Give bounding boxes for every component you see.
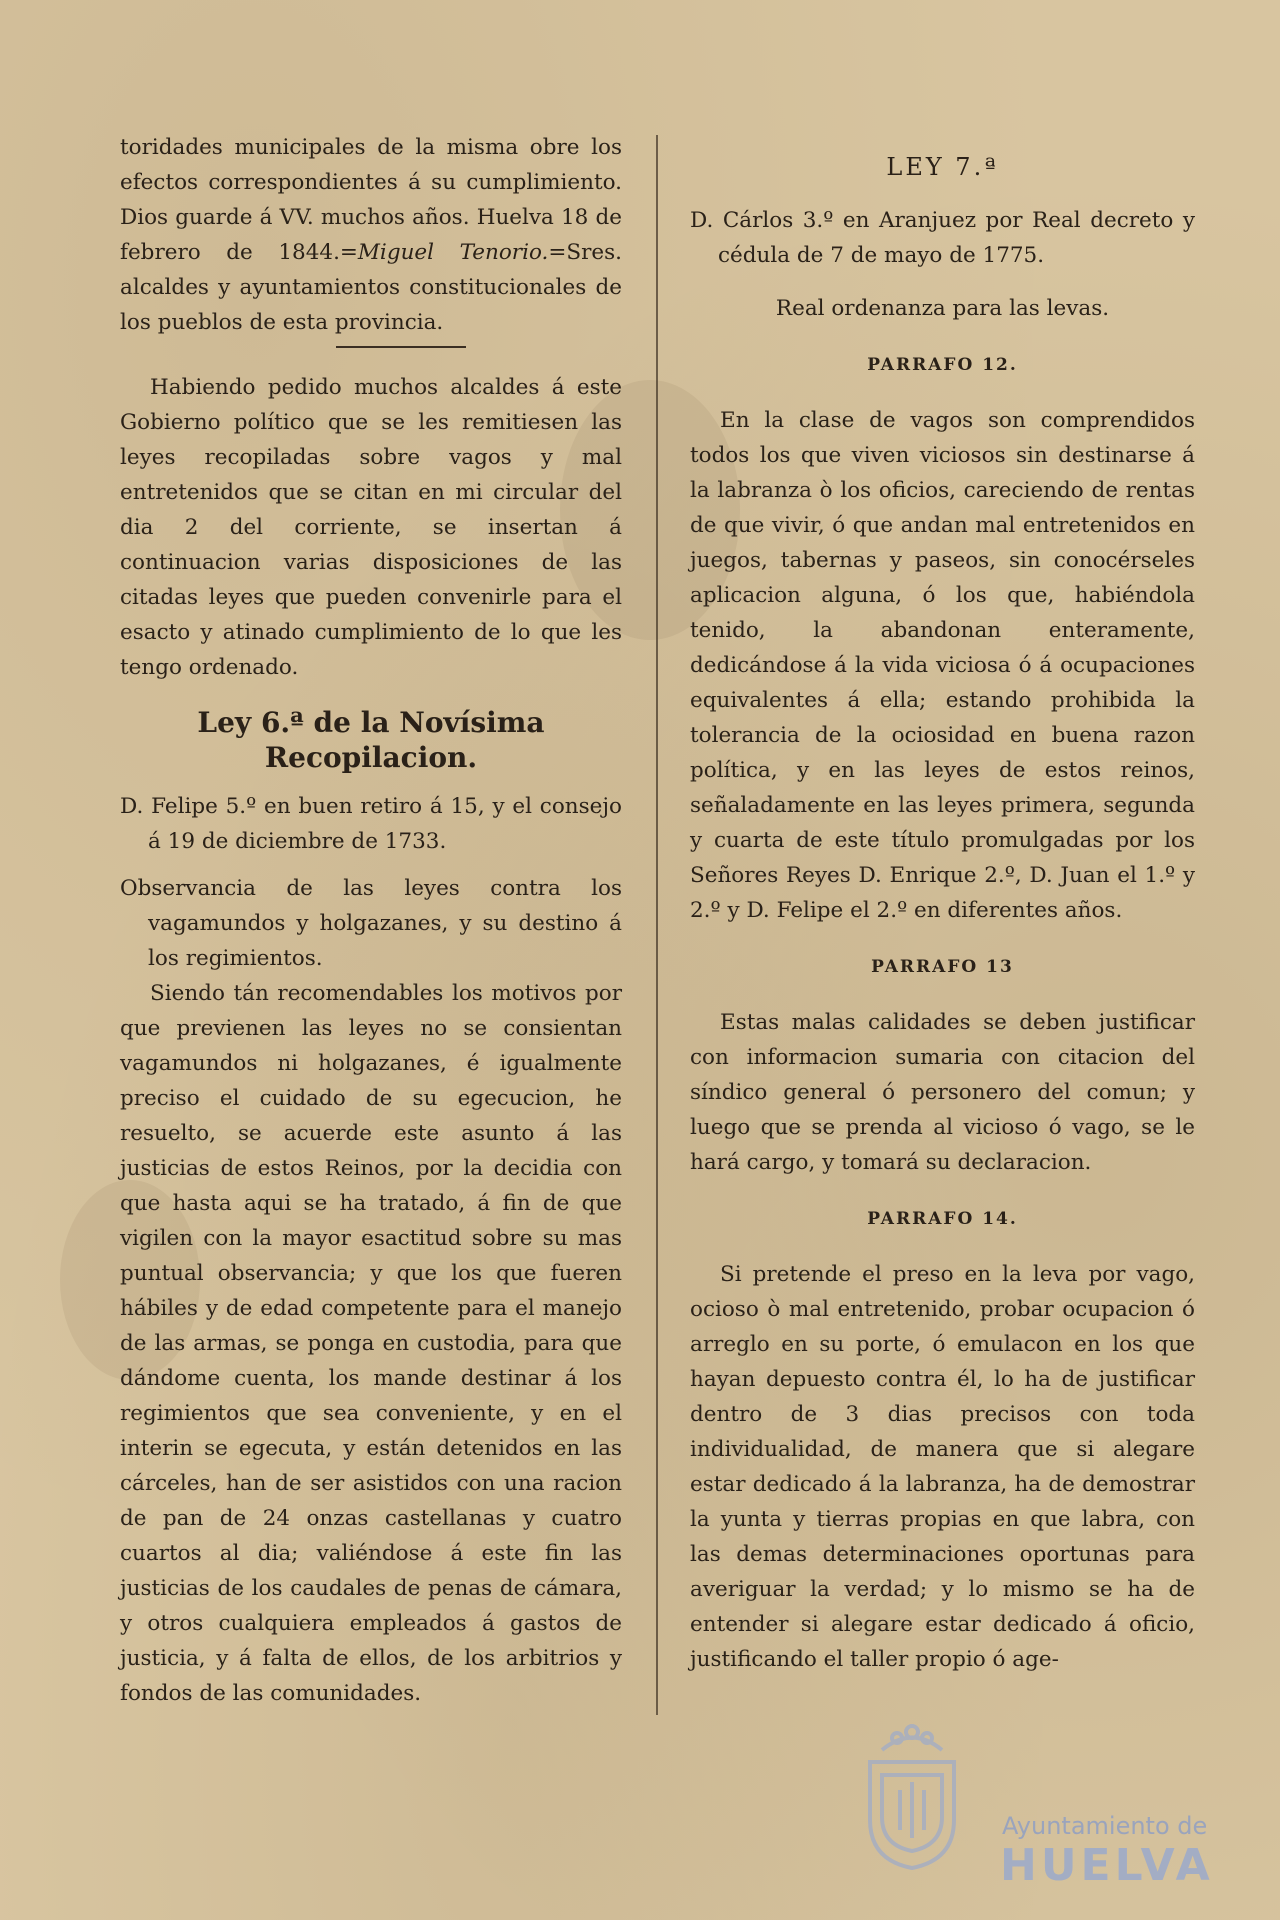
- section-12-text: En la clase de vagos son comprendidos todos los que viven viciosos sin destinarse á la labranza ò los oficios, careciendo de rentas de que vivir, ó que andan mal entretenidos en juegos, tabernas y paseos, sin conocérseles aplicacion alguna, ó los que, habiéndola tenido, la abandonan enteramente, dedicándose á la vida viciosa ó á ocupaciones equivalentes á ella; estando prohibida la tolerancia de la ociosidad en buena razon política, y en las leyes de estos reinos, señaladamente en las leyes primera, segunda y cuarta de este título promulgadas por los Señores Reyes D. Enrique 2.º, D. Juan el 1.º y 2.º y D. Felipe el 2.º en diferentes años.: [690, 408, 1195, 923]
- intro-paragraph: Habiendo pedido muchos alcaldes á este Gobierno político que se les remitiesen las leyes recopiladas sobre vagos y mal entretenidos que se citan en mi circular del dia 2 del corriente, se insertan á continuacion varias disposiciones de las citadas leyes que pueden convenirle para el esacto y atinado cumplimiento de lo que les tengo ordenado.: [120, 375, 622, 680]
- section-14-text: Si pretende el preso en la leva por vago, ocioso ò mal entretenido, probar ocupacion ó arreglo en su porte, ó emulacon en los que hayan depuesto contra él, lo ha de justificar dentro de 3 dias precisos con toda individualidad, de manera que si alegare estar dedicado á la labranza, ha de demostrar la yunta y tierras propias en que labra, con las demas determinaciones oportunas para averiguar la verdad; y lo mismo se ha de entender si alegare estar dedicado á oficio, justificando el taller propio ó age-: [690, 1262, 1195, 1672]
- law-7-subtitle: Real ordenanza para las levas.: [775, 296, 1110, 321]
- closing-paragraph: [120, 130, 622, 340]
- section-12-heading: PARRAFO 12.: [867, 355, 1018, 375]
- section-14-heading: PARRAFO 14.: [867, 1209, 1018, 1229]
- law-7-title: LEY 7.ª: [886, 153, 999, 181]
- watermark-line1: Ayuntamiento de: [1002, 1812, 1208, 1840]
- city-shield-icon: [862, 1720, 962, 1870]
- closing-addressees: =Sres. alcaldes y ayuntamientos constitucionales de los pueblos de esta provincia.: [120, 240, 622, 335]
- right-column: [690, 150, 1195, 1677]
- closing-text: toridades municipales de la misma obre los efectos correspondientes á su cumplimiento. Dios guarde á VV. muchos años. Huelva 18 de febrero de 1844.=: [120, 135, 622, 265]
- signature: Miguel Tenorio.: [357, 240, 549, 265]
- watermark-logo: [862, 1720, 1222, 1890]
- section-13-heading: PARRAFO 13: [871, 957, 1014, 977]
- law-6-title: Ley 6.ª de la Novísima Recopilacion.: [197, 706, 545, 774]
- separator-rule: [336, 346, 466, 348]
- watermark-line2: HUELVA: [1000, 1840, 1214, 1891]
- law-6-decree: D. Felipe 5.º en buen retiro á 15, y el consejo á 19 de diciembre de 1733.: [120, 794, 622, 854]
- law-7-decree: D. Cárlos 3.º en Aranjuez por Real decreto y cédula de 7 de mayo de 1775.: [690, 208, 1195, 268]
- column-divider: [656, 135, 658, 1715]
- section-13-text: Estas malas calidades se deben justificar con informacion sumaria con citacion del síndico general ó personero del comun; y luego que se prenda al vicioso ó vago, se le hará cargo, y tomará su declaracion.: [690, 1010, 1195, 1175]
- left-column: [120, 130, 622, 1711]
- law-6-body: Siendo tán recomendables los motivos por que previenen las leyes no se consientan vagamundos ni holgazanes, é igualmente preciso el cuidado de su egecucion, he resuelto, se acuerde este asunto á las justicias de estos Reinos, por la decidia con que hasta aqui se ha tratado, á fin de que vigilen con la mayor esactitud sobre su mas puntual observancia; y que los que fueren hábiles y de edad competente para el manejo de las armas, se ponga en custodia, para que dándome cuenta, los mande destinar á los regimientos que sea conveniente, y en el interin se egecuta, y están detenidos en las cárceles, han de ser asistidos con una racion de pan de 24 onzas castellanas y cuatro cuartos al dia; valiéndose á este fin las justicias de los caudales de penas de cámara, y otros cualquiera empleados á gastos de justicia, y á falta de ellos, de los arbitrios y fondos de las comunidades.: [120, 981, 622, 1706]
- law-6-summary: Observancia de las leyes contra los vagamundos y holgazanes, y su destino á los regimientos.: [120, 876, 622, 971]
